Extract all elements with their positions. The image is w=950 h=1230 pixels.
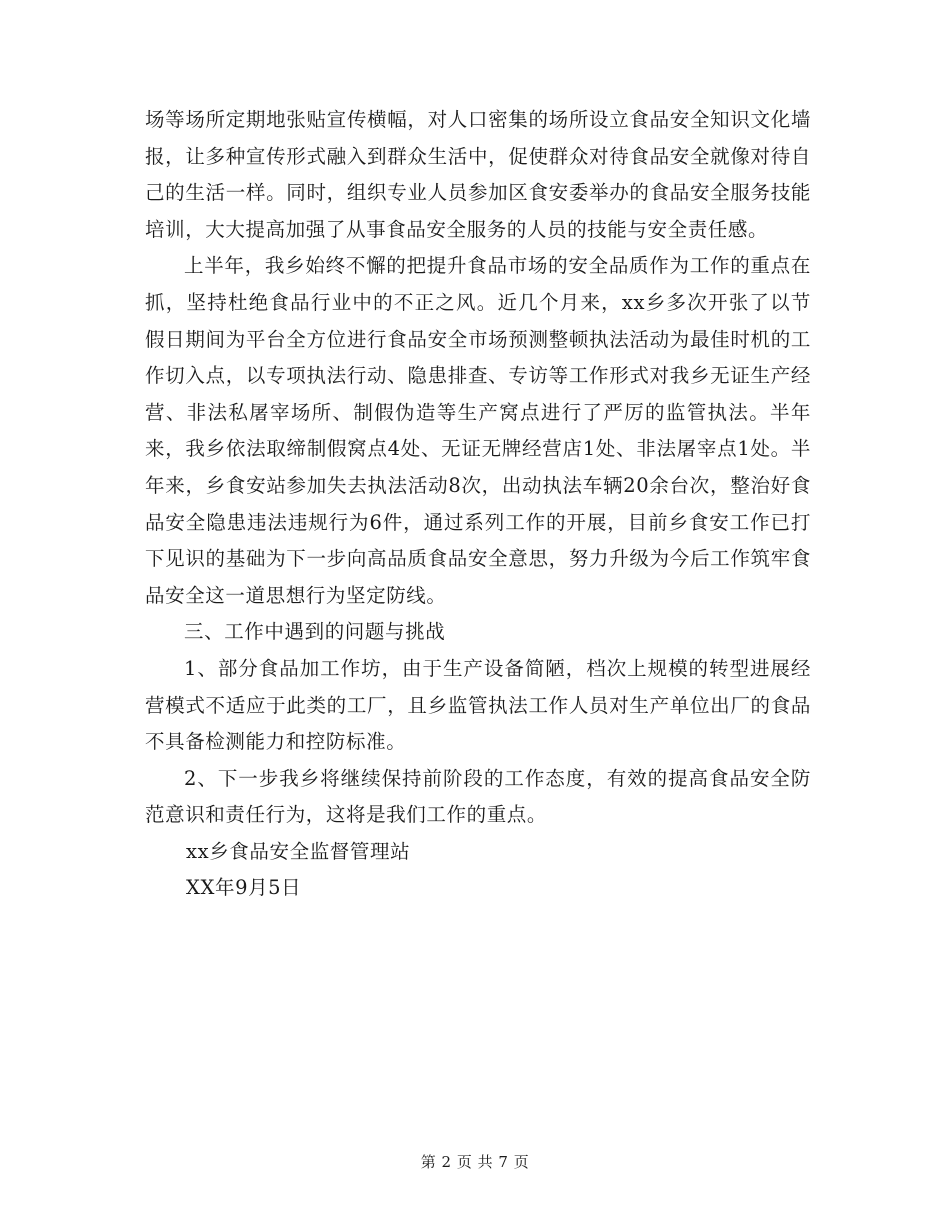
paragraph-publicity: 场等场所定期地张贴宣传横幅，对人口密集的场所设立食品安全知识文化墙报，让多种宣传形式融入到群众生活中，促使群众对待食品安全就像对待自己的生活一样。同时，组织专业人员参加区食安委举办的食品安全服务技能培训，大大提高加强了从事食品安全服务的人员的技能与安全责任感。 — [145, 108, 811, 241]
section-heading-problems: 三、工作中遇到的问题与挑战 — [184, 620, 446, 644]
paragraph-enforcement: 上半年，我乡始终不懈的把提升食品市场的安全品质作为工作的重点在抓，坚持杜绝食品行业中的不正之风。近几个月来，xx乡多次开张了以节假日期间为平台全方位进行食品安全市场预测整顿执法活动为最佳时机的工作切入点，以专项执法行动、隐患排查、专访等工作形式对我乡无证生产经营、非法私屠宰场所、制假伪造等生产窝点进行了严厉的监管执法。半年来，我乡依法取缔制假窝点4处、无证无牌经营店1处、非法屠宰点1处。半年来，乡食安站参加失去执法活动8次，出动执法车辆20余台次，整治好食品安全隐患违法违规行为6件，通过系列工作的开展，目前乡食安工作已打下见识的基础为下一步向高品质食品安全意思，努力升级为今后工作筑牢食品安全这一道思想行为坚定防线。 — [145, 254, 811, 607]
paragraph-problem-1: 1、部分食品加工作坊，由于生产设备简陋，档次上规模的转型进展经营模式不适应于此类的工厂，且乡监管执法工作人员对生产单位出厂的食品不具备检测能力和控防标准。 — [145, 656, 811, 754]
page-number: 第 2 页 共 7 页 — [420, 1153, 530, 1171]
signature-organization: xx乡食品安全监督管理站 — [186, 839, 411, 863]
document-body — [145, 102, 811, 907]
paragraph-problem-2: 2、下一步我乡将继续保持前阶段的工作态度，有效的提高食品安全防范意识和责任行为，这将是我们工作的重点。 — [145, 766, 811, 827]
signature-date: XX年9月5日 — [186, 876, 302, 900]
